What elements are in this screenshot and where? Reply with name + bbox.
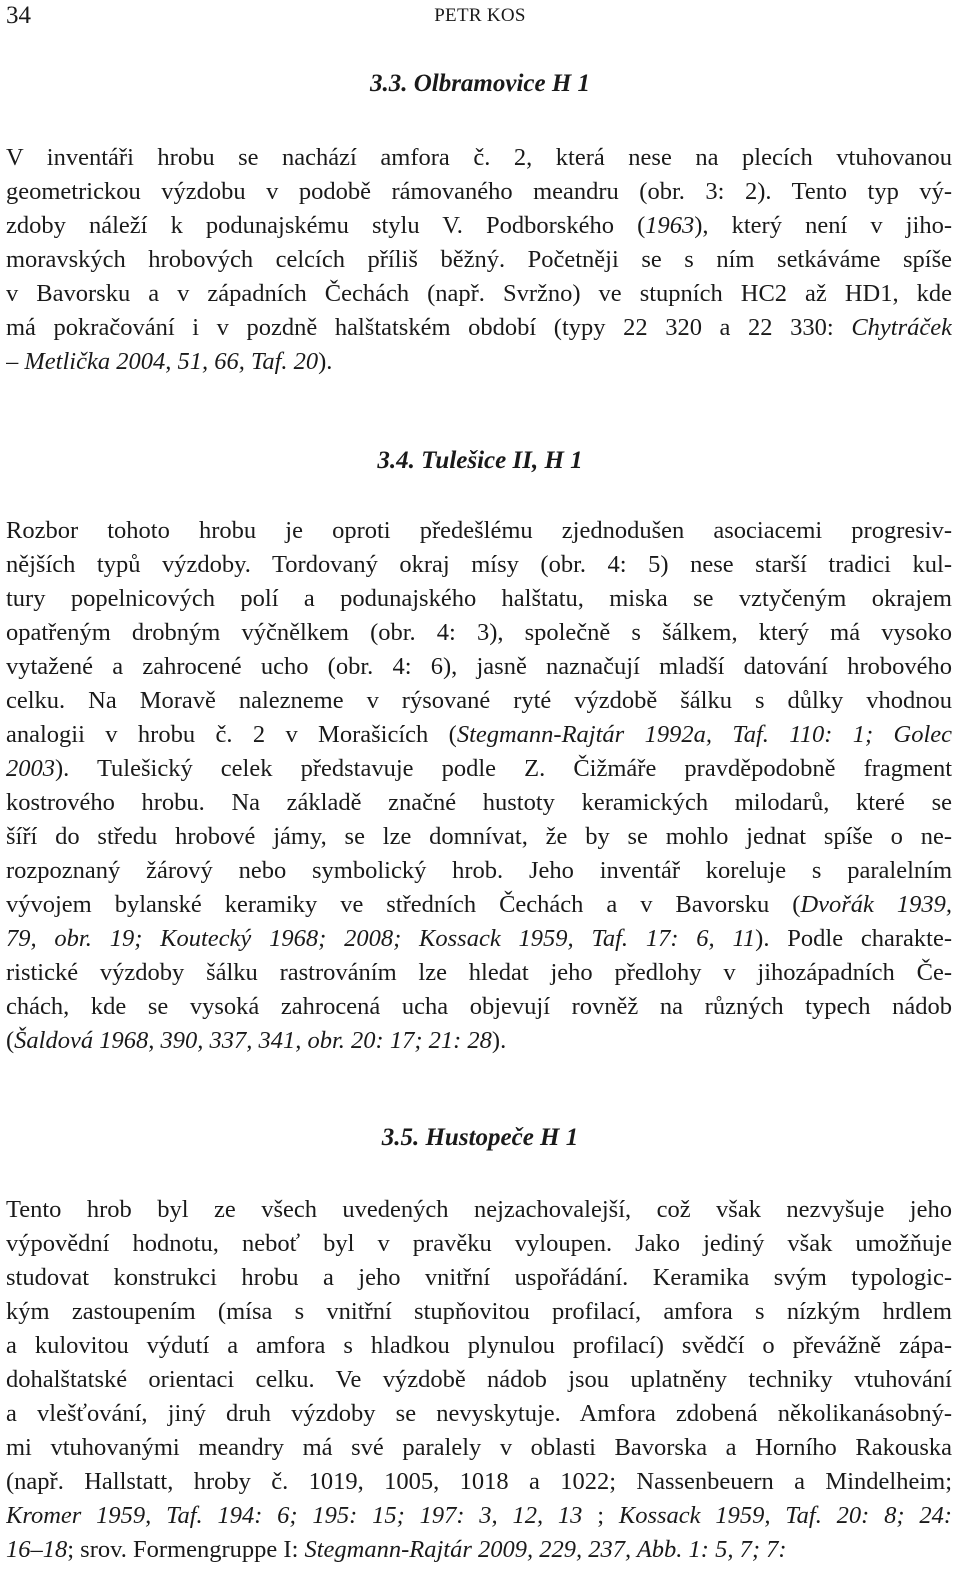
citation-text: Dvořák 1939, [800,891,952,918]
citation-text: Kossack 1959, Taf. 20: 8; 24: [618,1502,952,1529]
body-text: ( [6,1027,15,1054]
body-text: geometrickou výzdobu v podobě rámovaného meandru (obr. 3: 2). Tento typ vý- [6,178,952,205]
text-line [6,684,952,718]
body-text: chách, kde se vysoká zahrocená ucha objevují rovněž na různých typech nádob [6,993,952,1020]
body-text: celku. Na Moravě nalezneme v rýsované ryté výzdobě šálku s důlky vhodnou [6,687,952,714]
text-line [6,888,952,922]
text-line [6,1261,952,1295]
body-text: kým zastoupením (mísa s vnitřní stupňovitou profilací, amfora s nízkým hrdlem [6,1298,952,1325]
text-line [6,752,952,786]
citation-text: Kromer 1959, Taf. 194: 6; 195: 15; 197: 3, 12, 13 [6,1502,583,1529]
body-text: moravských hrobových celcích příliš běžný. Početněji se s ním setkáváme spíše [6,246,952,273]
text-line [6,820,952,854]
paragraph-hustopece [6,1193,952,1567]
text-line [6,1533,952,1567]
citation-text: Chytráček [851,314,952,341]
text-line [6,786,952,820]
text-line [6,548,952,582]
text-line [6,277,952,311]
text-line [6,1329,952,1363]
text-line [6,582,952,616]
body-text: Tento hrob byl ze všech uvedených nejzachovalejší, což však nezvyšuje jeho [6,1196,952,1223]
text-line [6,922,952,956]
body-text: studovat konstrukci hrobu a jeho vnitřní uspořádání. Keramika svým typologic- [6,1264,952,1291]
citation-text: Stegmann-Rajtár 1992a, Taf. 110: 1; Golec [456,721,952,748]
body-text: nějších typů výzdoby. Tordovaný okraj mísy (obr. 4: 5) nese starší tradici kul- [6,551,952,578]
body-text: Rozbor tohoto hrobu je oproti předešlému zjednodušen asociacemi progresiv- [6,517,952,544]
text-line [6,1499,952,1533]
text-line [6,1465,952,1499]
text-line [6,311,952,345]
text-line [6,243,952,277]
text-line [6,1295,952,1329]
body-text: ). Podle charakte- [755,925,952,952]
text-line [6,1397,952,1431]
section-heading-hustopece: 3.5. Hustopeče H 1 [381,1124,579,1151]
section-heading-tulesice: 3.4. Tulešice II, H 1 [377,447,583,474]
text-line [6,1024,952,1058]
text-line [6,141,952,175]
text-line [6,616,952,650]
text-line [6,1193,952,1227]
text-line [6,514,952,548]
running-head: PETR KOS [434,5,526,26]
text-line [6,209,952,243]
body-text: analogii v hrobu č. 2 v Morašicích ( [6,721,457,748]
body-text: tury popelnicových polí a podunajského halštatu, miska se vztyčeným okrajem [6,585,952,612]
citation-text: 79, obr. 19; Koutecký 1968; 2008; Kossack 1959, Taf. 17: 6, 11 [6,925,756,952]
paragraph-olbramovice [6,141,952,379]
text-line [6,345,952,379]
page-header [0,0,960,40]
body-text: ristické výzdoby šálku rastrováním lze hledat jeho předlohy v jihozápadních Če- [6,959,952,986]
citation-text: Stegmann-Rajtár 2009, 229, 237, Abb. 1: 5, 7; 7: [304,1536,787,1563]
citation-text: – Metlička 2004, 51, 66, Taf. 20 [6,348,319,375]
text-line [6,718,952,752]
text-line [6,175,952,209]
citation-text: 2003 [6,755,55,782]
body-text: a vlešťování, jiný druh výzdoby se nevyskytuje. Amfora zdobená několikanásobný- [6,1400,952,1427]
body-text: dohalštatské orientaci celku. Ve výzdobě nádob jsou uplatněny techniky vtuhování [6,1366,952,1393]
body-text: a kulovitou výdutí a amfora s hladkou plynulou profilací) svědčí o převážně zápa- [6,1332,952,1359]
body-text: rozpoznaný žárový nebo symbolický hrob. Jeho inventář koreluje s paralelním [6,857,952,884]
body-text: (např. Hallstatt, hroby č. 1019, 1005, 1018 a 1022; Nassenbeuern a Mindelheim; [6,1468,952,1495]
text-line [6,650,952,684]
body-text: výpovědní hodnotu, neboť byl v pravěku vyloupen. Jako jediný však umožňuje [6,1230,952,1257]
body-text: V inventáři hrobu se nachází amfora č. 2, která nese na plecích vtuhovanou [6,144,952,171]
body-text: zdoby náleží k podunajskému stylu V. Podborského ( [6,212,646,239]
body-text: v Bavorsku a v západních Čechách (např. Svržno) ve stupních HC2 až HD1, kde [6,280,952,307]
section-heading-olbramovice: 3.3. Olbramovice H 1 [369,70,591,97]
body-text: vytažené a zahrocené ucho (obr. 4: 6), jasně naznačují mladší datování hrobového [6,653,952,680]
body-text: vývojem bylanské keramiky ve středních Čechách a v Bavorsku ( [6,891,801,918]
body-text: ; srov. Formengruppe I: [67,1536,305,1563]
body-text: opatřeným drobným výčnělkem (obr. 4: 3), společně s šálkem, který má vysoko [6,619,952,646]
body-text: mi vtuhovanými meandry má své paralely v oblasti Bavorska a Horního Rakouska [6,1434,952,1461]
citation-text: Šaldová 1968, 390, 337, 341, obr. 20: 17; 21: 28 [14,1027,492,1054]
text-line [6,1227,952,1261]
citation-text: 1963 [645,212,695,239]
text-line [6,956,952,990]
body-text: ). [318,348,333,375]
body-text: šíří do středu hrobové jámy, se lze domnívat, že by se mohlo jednat spíše o ne- [6,823,952,850]
text-line [6,854,952,888]
body-text: ). [491,1027,507,1054]
text-line [6,1363,952,1397]
page-number: 34 [6,2,31,29]
text-line [6,1431,952,1465]
body-text: ; [582,1502,619,1529]
body-text: má pokračování i v pozdně halštatském období (typy 22 320 a 22 330: [6,314,852,341]
body-text: ). Tulešický celek představuje podle Z. Čižmáře pravděpodobně fragment [55,755,952,782]
body-text: ), který není v jiho- [694,212,952,239]
paragraph-tulesice [6,514,952,1058]
body-text: kostrového hrobu. Na základě značné hustoty keramických milodarů, které se [6,789,952,816]
citation-text: 16–18 [6,1536,68,1563]
text-line [6,990,952,1024]
